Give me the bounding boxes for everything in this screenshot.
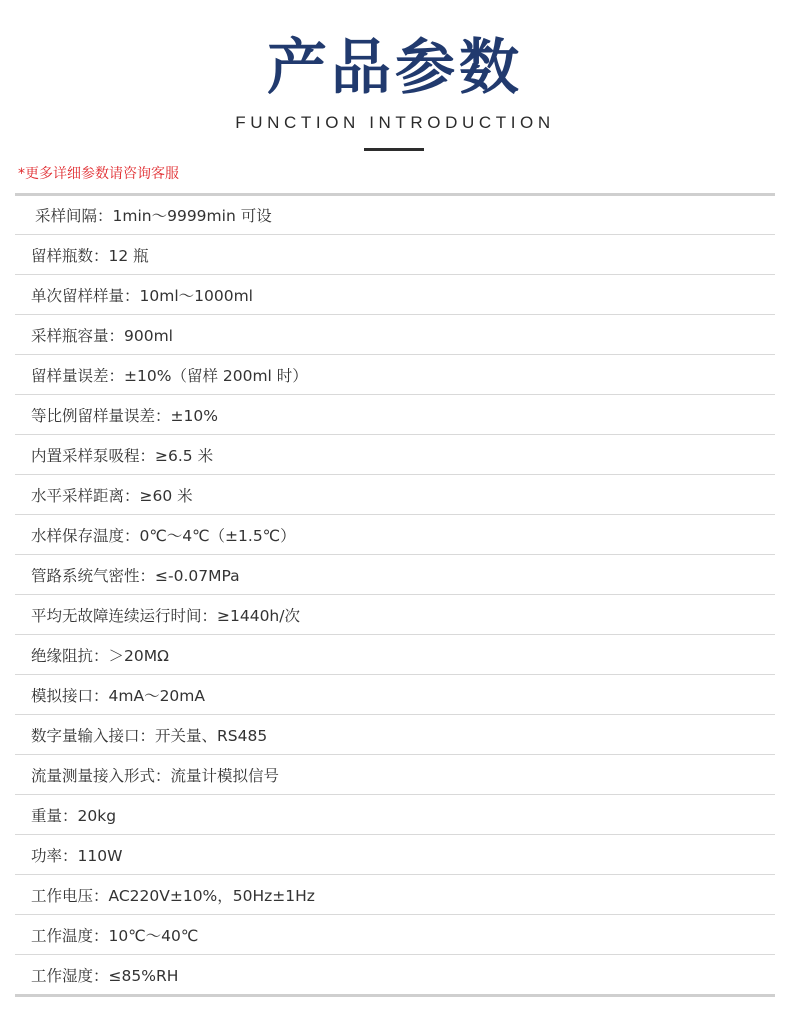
spec-row: 流量测量接入形式：流量计模拟信号: [15, 755, 775, 795]
contact-note: *更多详细参数请咨询客服: [18, 166, 179, 182]
spec-table: [15, 193, 775, 997]
spec-row: 工作温度：10℃～40℃: [15, 915, 775, 955]
spec-row: 绝缘阻抗：＞20MΩ: [15, 635, 775, 675]
spec-row: 水平采样距离：≥60 米: [15, 475, 775, 515]
spec-row: 水样保存温度：0℃～4℃（±1.5℃）: [15, 515, 775, 555]
spec-row: 数字量输入接口：开关量、RS485: [15, 715, 775, 755]
spec-row: 模拟接口：4mA～20mA: [15, 675, 775, 715]
spec-row: 采样瓶容量：900ml: [15, 315, 775, 355]
title-divider: [364, 148, 424, 151]
page-title: 产品参数: [267, 33, 523, 103]
spec-row: 内置采样泵吸程：≥6.5 米: [15, 435, 775, 475]
spec-row: 采样间隔：1min～9999min 可设: [15, 196, 775, 235]
spec-row: 平均无故障连续运行时间：≥1440h/次: [15, 595, 775, 635]
spec-row: 管路系统气密性：≤-0.07MPa: [15, 555, 775, 595]
page-subtitle: FUNCTION INTRODUCTION: [235, 113, 555, 132]
spec-row: 工作电压：AC220V±10%，50Hz±1Hz: [15, 875, 775, 915]
section-header: [0, 0, 790, 160]
spec-row: 工作湿度：≤85%RH: [31, 966, 179, 985]
spec-row: 等比例留样量误差：±10%: [15, 395, 775, 435]
spec-row: 功率：110W: [15, 835, 775, 875]
spec-row: 留样瓶数：12 瓶: [15, 235, 775, 275]
spec-row: 重量：20kg: [15, 795, 775, 835]
spec-row: 单次留样样量：10ml～1000ml: [15, 275, 775, 315]
spec-row: 留样量误差：±10%（留样 200ml 时）: [15, 355, 775, 395]
